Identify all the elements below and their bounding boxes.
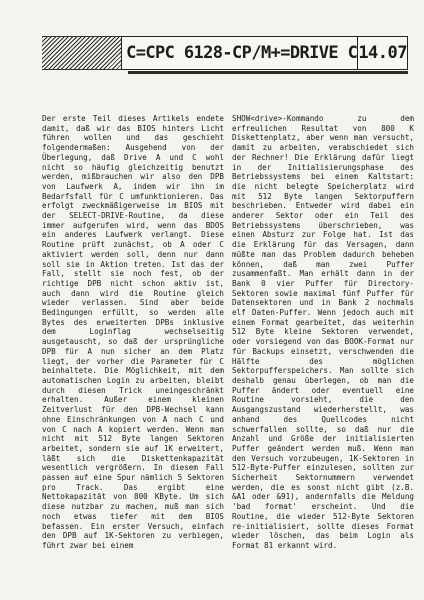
header-underline <box>128 71 408 74</box>
text-column-left <box>42 114 224 592</box>
page-title: C=CPC 6128-CP/M+=DRIVE C <box>126 43 358 63</box>
page-header <box>42 36 408 70</box>
page-number: 14.07 <box>358 43 407 63</box>
article-text-right: SHOW<drive>-Kommando zu dem erfreulichen Resultat von 800 K Diskettenplatz, aber wenn man versucht, damit zu arbeiten, verabschiedet sich der Rechner! Die Erklärung dafür liegt in der Initialisierungsphase des Betriebssystems bei einem Kaltstart: die nicht belegte Speicherplatz wird mit 512 Byte langen Sektorpuffern beschrieben. Entweder wird dabei ein anderer Sektor oder ein Teil des Betriebssystems überschrieben, was einen Absturz zur Folge hat. Ist das die Erklärung für das Versagen, dann müßte man das Problem dadurch beheben können, daß man zwei Puffer zusammenfaßt. Man erhält dann in der Bank 0 vier Puffer für Directory-Sektoren sowie maximal fünf Puffer für Datensektoren und in Bank 2 nochmals elf Daten-Puffer. Wenn jedoch auch mit einem Format gearbeitet, das weiterhin 512 Byte kleine Sektoren verwendet, oder vorsiegend von das BOOK-Format nur für Backups einsetzt, verschwenden die Hälfte des möglichen Sektorpufferspeichers. Man sollte sich deshalb genau überlegen, ob man die Puffer ändert oder eventuell eine Routine vorsieht, die den Ausgangszustand wiederherstellt, was anhand des Quellcodes nicht schwerfallen sollte, so daß nur die Anzahl und Größe der initialisierten Puffer geändert werden muß. Wenn man den Versuch vorzubeugen, 1K-Sektoren in 512-Byte-Puffer einzulesen, sollten zur Sicherheit Sektornummern verwendet werden, die es sonst nicht gibt (z.B. &A1 oder &91), andernfalls die Meldung 'bad format' erscheint. Und die Routine, die wieder 512-Byte Sektoren re-initialisiert, sollte dieses Format wieder löschen, das beim Login als Format 81 erkannt wird. <box>232 114 414 550</box>
article-text-left: Der erste Teil dieses Artikels endete damit, daß wir das BIOS hinters Licht führen wollen und das geschieht folgendermaßen: Ausgehend von der Überlegung, daß Drive A und C wohl nicht so häufig gleichzeitig benutzt werden, mißbrauchen wir also den DPB von Laufwerk A, indem wir ihn im Bedarfsfall für C umfunktionieren. Das erfolgt zweckmäßigerweise im BIOS mit der SELECT-DRIVE-Routine, da diese immer aufgerufen wird, wenn das BDOS ein anderes Laufwerk verlangt. Diese Routine prüft zunächst, ob A oder C aktiviert werden soll, denn nur dann soll sie in Aktion treten. Ist das der Fall, stellt sie noch fest, ob der richtige DPB nicht schon aktiv ist, auch dann wird die Routine gleich wieder verlassen. Sind aber beide Bedingungen erfüllt, so werden alle Bytes des erweiterten DPBs inklusive dem Loginflag wechselseitig ausgetauscht, so daß der ursprüngliche DPB für A nun sicher an dem Platz liegt, der vorher die Parameter für C beinhaltete. Die Möglichkeit, mit dem automatischen Login zu arbeiten, bleibt durch diesen Trick uneingeschränkt erhalten. Außer einem kleinen Zeitverlust für den DPB-Wechsel kann ohne Einschränkungen von A nach C und von C nach A kopiert werden. Wenn man nicht mit 512 Byte langen Sektoren arbeitet, sondern sie auf 1K erweitert, läßt sich die Diskettenkapazität wesentlich vergrößern. In diesem Fall passen auf eine Spur nämlich 5 Sektoren pro Track. Das ergibt eine Nettokapazität von 800 KByte. Um sich diese nutzbar zu machen, muß man sich noch etwas tiefer mit dem BIOS befassen. Ein erster Versuch, einfach den DPB auf 1K-Sektoren zu verbiegen, führt zwar bei einem <box>42 114 224 550</box>
text-column-right <box>232 114 414 592</box>
page-number-box <box>358 36 408 70</box>
header-title-box <box>121 36 358 70</box>
header-stripe-decoration <box>42 36 121 70</box>
